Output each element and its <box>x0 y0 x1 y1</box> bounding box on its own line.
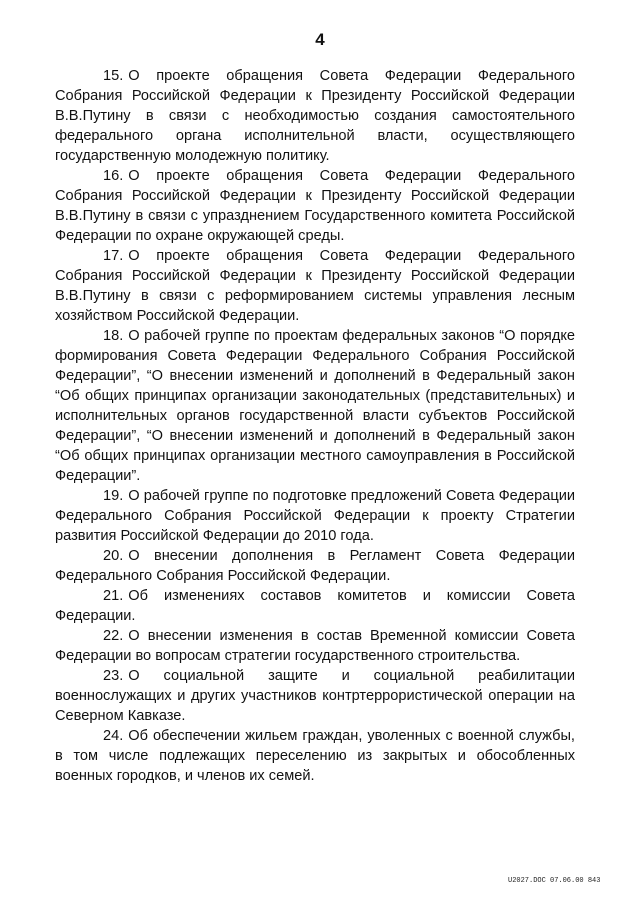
agenda-item-text: О проекте обращения Совета Федерации Федерального Собрания Российской Федерации к Президенту Российской Федерации В.В.Путину в связи с реформированием системы управления лесным хозяйством Российской Федерации. <box>55 248 575 324</box>
agenda-list <box>55 66 575 786</box>
agenda-item-text: О внесении изменения в состав Временной комиссии Совета Федерации во вопросам стратегии государственного строительства. <box>55 628 575 664</box>
page-number: 4 <box>315 30 325 49</box>
agenda-item <box>55 546 575 586</box>
agenda-item-number: 20. <box>103 548 124 564</box>
agenda-item-text: Об изменениях составов комитетов и комиссии Совета Федерации. <box>55 588 575 624</box>
agenda-item-number: 15. <box>103 68 124 84</box>
agenda-item-number: 18. <box>103 328 124 344</box>
agenda-item-number: 22. <box>103 628 124 644</box>
agenda-item <box>55 166 575 246</box>
footer-file-code: U2027.DOC 07.06.00 843 <box>508 877 601 885</box>
agenda-item-text: О рабочей группе по подготовке предложений Совета Федерации Федерального Собрания Российской Федерации к проекту Стратегии развития Российской Федерации до 2010 года. <box>55 488 576 544</box>
agenda-item-number: 23. <box>103 668 124 684</box>
agenda-item-text: О внесении дополнения в Регламент Совета Федерации Федерального Собрания Российской Федерации. <box>55 548 575 584</box>
agenda-item-number: 24. <box>103 728 124 744</box>
agenda-item-number: 16. <box>103 168 124 184</box>
agenda-item-text: Об обеспечении жильем граждан, уволенных с военной службы, в том числе подлежащих переселению из закрытых и обособленных военных городков, и членов их семей. <box>55 728 575 784</box>
agenda-item <box>55 626 575 666</box>
agenda-item-number: 17. <box>103 248 124 264</box>
agenda-item-text: О проекте обращения Совета Федерации Федерального Собрания Российской Федерации к Президенту Российской Федерации В.В.Путину в связи с необходимостью создания самостоятельного федерального органа исполнительной власти, осуществляющего государственную молодежную политику. <box>55 68 575 164</box>
agenda-item <box>55 326 575 486</box>
agenda-item <box>55 486 575 546</box>
agenda-item-text: О рабочей группе по проектам федеральных законов “О порядке формирования Совета Федерации Федерального Собрания Российской Федерации”, “О внесении изменений и дополнений в Федеральный закон “Об общих принципах организации законодательных (представительных) и исполнительных органов государственной власти субъектов Российской Федерации”, “О внесении изменений и дополнений в Федеральный закон “Об общих принципах организации местного самоуправления в Российской Федерации”. <box>55 328 575 484</box>
agenda-item-number: 19. <box>103 488 124 504</box>
agenda-item <box>55 586 575 626</box>
agenda-item-text: О проекте обращения Совета Федерации Федерального Собрания Российской Федерации к Президенту Российской Федерации В.В.Путину в связи с упразднением Государственного комитета Российской Федерации по охране окружающей среды. <box>55 168 575 244</box>
agenda-item-number: 21. <box>103 588 124 604</box>
agenda-item <box>55 66 575 166</box>
agenda-item <box>55 726 575 786</box>
agenda-item <box>55 246 575 326</box>
agenda-item <box>55 666 575 726</box>
agenda-item-text: О социальной защите и социальной реабилитации военнослужащих и других участников контртеррористической операции на Северном Кавказе. <box>55 668 575 724</box>
